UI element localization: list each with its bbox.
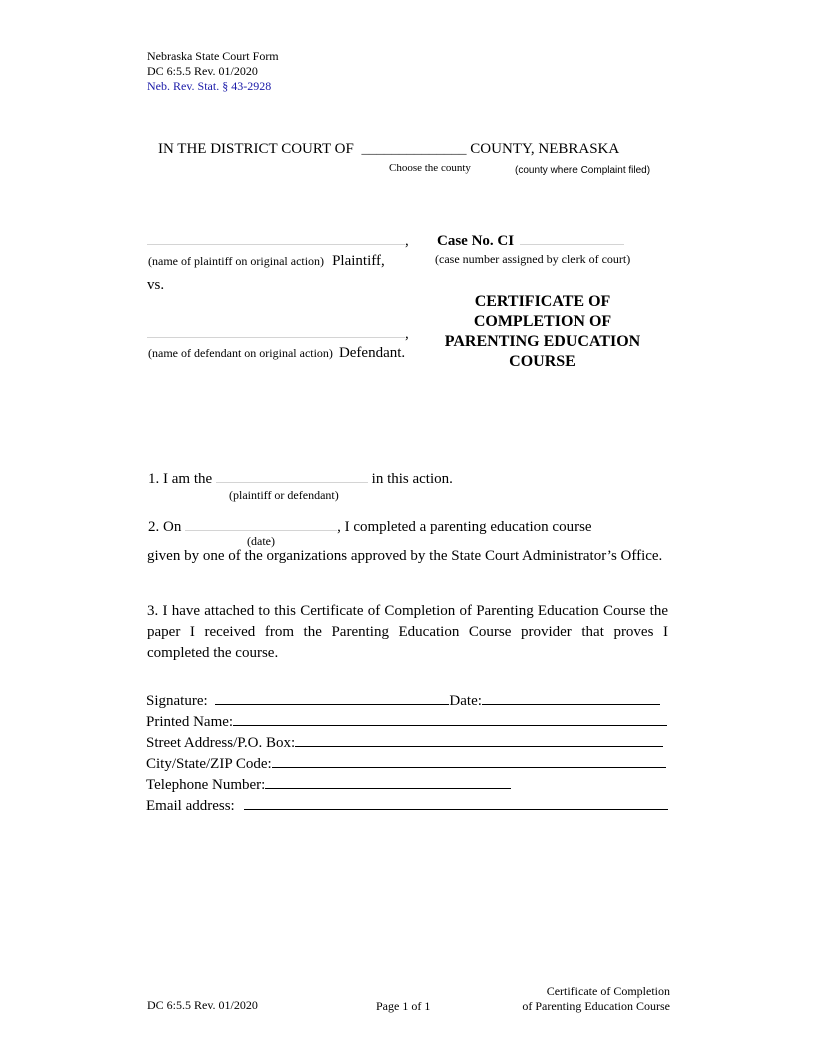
party-role-caption: (plaintiff or defendant) bbox=[229, 488, 339, 502]
statement-2-prefix: 2. On bbox=[148, 519, 182, 535]
county-hint: Choose the county bbox=[389, 162, 471, 174]
statement-1-prefix: 1. I am the bbox=[148, 471, 213, 487]
title-line-1: CERTIFICATE OF bbox=[474, 293, 611, 310]
party-role-input[interactable] bbox=[216, 468, 368, 483]
signature-label: Signature: bbox=[146, 693, 208, 709]
form-code: DC 6:5.5 Rev. 01/2020 bbox=[147, 64, 258, 78]
email-label: Email address: bbox=[146, 798, 235, 814]
signature-date-input[interactable] bbox=[482, 690, 660, 705]
printed-name-input[interactable] bbox=[233, 711, 667, 726]
statement-2-suffix: , I completed a parenting education course bbox=[337, 519, 592, 535]
statement-3: 3. I have attached to this Certificate of Completion of Parenting Education Course the paper I received from the Parenting Education Course provider that proves I completed the course. bbox=[147, 603, 668, 661]
printed-name-row bbox=[146, 711, 676, 732]
signature-row bbox=[146, 690, 676, 711]
form-header bbox=[147, 49, 279, 94]
printed-name-label: Printed Name: bbox=[146, 714, 234, 730]
email-input[interactable] bbox=[244, 795, 668, 810]
court-prefix: IN THE DISTRICT COURT OF bbox=[158, 141, 354, 157]
date-label: Date: bbox=[449, 693, 482, 709]
court-heading bbox=[158, 141, 619, 158]
plaintiff-caption-row bbox=[148, 252, 385, 270]
city-input[interactable] bbox=[272, 753, 666, 768]
street-input[interactable] bbox=[295, 732, 663, 747]
street-row bbox=[146, 732, 676, 753]
title-line-3: PARENTING EDUCATION bbox=[444, 333, 641, 350]
statement-1 bbox=[148, 468, 453, 488]
county-caption: (county where Complaint filed) bbox=[515, 165, 651, 176]
form-name: Nebraska State Court Form bbox=[147, 49, 279, 63]
defendant-caption-row bbox=[148, 344, 405, 362]
statement-2 bbox=[148, 516, 592, 536]
city-row bbox=[146, 753, 676, 774]
telephone-input[interactable] bbox=[265, 774, 511, 789]
statement-1-suffix: in this action. bbox=[371, 471, 453, 487]
case-number-row bbox=[437, 230, 624, 250]
defendant-caption: (name of defendant on original action) bbox=[148, 346, 333, 360]
defendant-input-line[interactable] bbox=[147, 323, 405, 338]
street-label: Street Address/P.O. Box: bbox=[146, 735, 296, 751]
footer-title-line-2: of Parenting Education Course bbox=[522, 999, 670, 1013]
case-number-input[interactable] bbox=[520, 230, 624, 245]
completion-date-caption: (date) bbox=[247, 534, 275, 548]
defendant-field[interactable] bbox=[147, 323, 412, 340]
case-number-label: Case No. CI bbox=[437, 233, 515, 249]
statute-link[interactable]: Neb. Rev. Stat. § 43-2928 bbox=[147, 79, 272, 93]
city-label: City/State/ZIP Code: bbox=[146, 756, 272, 772]
footer-page-number: Page 1 of 1 bbox=[376, 999, 431, 1013]
case-number-caption: (case number assigned by clerk of court) bbox=[435, 252, 631, 266]
telephone-row bbox=[146, 774, 676, 795]
footer-form-code: DC 6:5.5 Rev. 01/2020 bbox=[147, 998, 258, 1012]
plaintiff-input-line[interactable] bbox=[147, 230, 405, 245]
county-field[interactable]: ______________ bbox=[361, 141, 467, 157]
email-row bbox=[146, 795, 676, 816]
signature-block bbox=[146, 690, 676, 816]
statement-2-continuation: given by one of the organizations approved by the State Court Administrator’s Office. bbox=[147, 548, 663, 564]
plaintiff-field[interactable] bbox=[147, 230, 412, 247]
footer-title-line-1: Certificate of Completion bbox=[546, 984, 670, 998]
telephone-label: Telephone Number: bbox=[146, 777, 266, 793]
title-line-4: COURSE bbox=[509, 353, 576, 370]
completion-date-input[interactable] bbox=[185, 516, 337, 531]
court-suffix: COUNTY, NEBRASKA bbox=[470, 141, 620, 157]
versus-label: vs. bbox=[147, 277, 165, 293]
defendant-comma: , bbox=[405, 326, 409, 342]
document-title bbox=[420, 292, 665, 372]
plaintiff-caption: (name of plaintiff on original action) bbox=[148, 254, 325, 268]
footer-title bbox=[470, 984, 670, 1014]
signature-input[interactable] bbox=[215, 690, 449, 705]
title-line-2: COMPLETION OF bbox=[473, 313, 612, 330]
plaintiff-comma: , bbox=[405, 233, 409, 249]
plaintiff-label: Plaintiff, bbox=[332, 253, 385, 269]
defendant-label: Defendant. bbox=[338, 345, 406, 361]
